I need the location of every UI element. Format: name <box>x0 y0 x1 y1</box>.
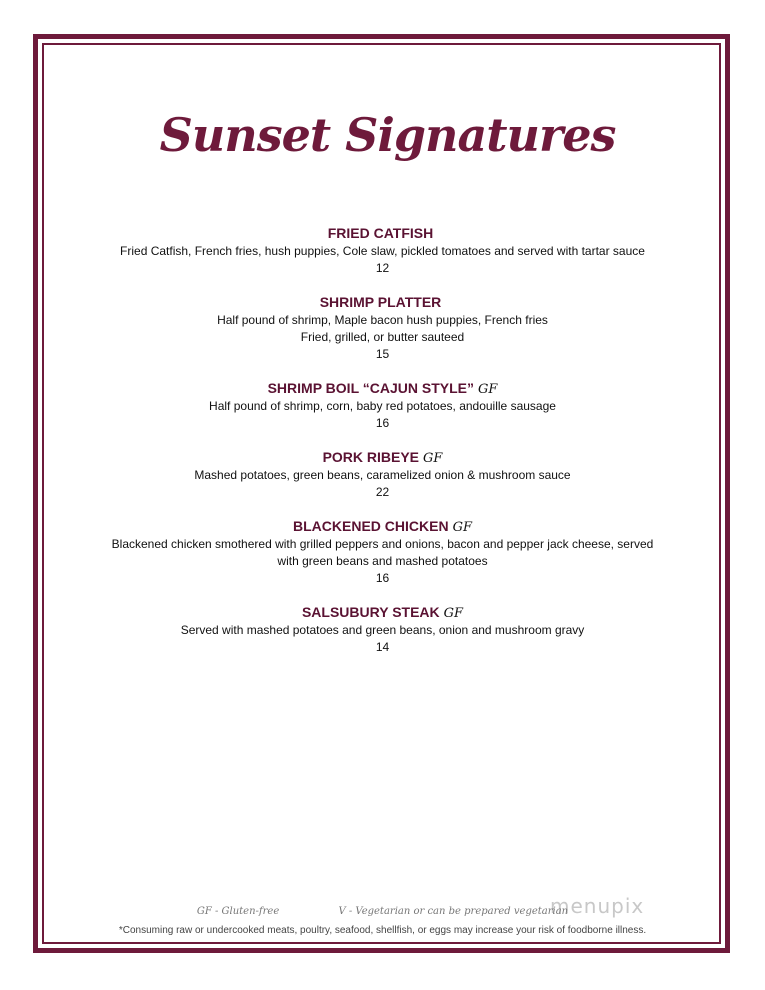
item-name: SHRIMP PLATTER <box>319 294 442 310</box>
item-price: 16 <box>375 571 390 585</box>
item-price: 22 <box>375 485 390 499</box>
gf-mark: GF <box>443 606 464 621</box>
item-price: 14 <box>375 640 390 654</box>
item-price: 12 <box>375 261 390 275</box>
item-name: FRIED CATFISH <box>327 225 434 241</box>
menu-item <box>80 224 685 277</box>
menu-item <box>80 448 685 501</box>
item-name: SALSUBURY STEAK <box>301 604 440 620</box>
gf-mark: GF <box>452 520 472 535</box>
watermark: menupix <box>550 894 645 918</box>
menu-item <box>80 517 685 587</box>
item-description: Half pound of shrimp, Maple bacon hush puppies, French fries <box>217 313 548 327</box>
gf-mark: GF <box>478 382 498 397</box>
item-description: Served with mashed potatoes and green beans, onion and mushroom gravy <box>180 623 585 637</box>
item-description-line2: with green beans and mashed potatoes <box>277 554 488 568</box>
item-description: Mashed potatoes, green beans, caramelized onion & mushroom sauce <box>194 468 571 482</box>
item-name: SHRIMP BOIL “CAJUN STYLE” <box>267 380 474 396</box>
legend-vegetarian: V - Vegetarian or can be prepared vegetarian <box>338 906 569 917</box>
item-description: Blackened chicken smothered with grilled peppers and onions, bacon and pepper jack cheese, served <box>111 537 654 551</box>
menu-item <box>80 293 685 363</box>
item-description: Fried Catfish, French fries, hush puppies, Cole slaw, pickled tomatoes and served with tartar sauce <box>120 244 645 258</box>
legend-gluten-free: GF - Gluten-free <box>196 906 280 917</box>
item-price: 16 <box>375 416 390 430</box>
item-name: BLACKENED CHICKEN <box>293 518 449 534</box>
menu-list <box>80 224 685 672</box>
item-name: PORK RIBEYE <box>322 449 420 465</box>
item-description-line2: Fried, grilled, or butter sauteed <box>300 330 465 344</box>
menu-item <box>80 603 685 656</box>
legend <box>0 906 765 917</box>
item-description: Half pound of shrimp, corn, baby red potatoes, andouille sausage <box>209 399 556 413</box>
gf-mark: GF <box>423 451 443 466</box>
menu-title: Sunset Signatures <box>159 108 616 162</box>
consumer-advisory: *Consuming raw or undercooked meats, poultry, seafood, shellfish, or eggs may increase your risk of foodborne illness. <box>118 925 647 936</box>
item-price: 15 <box>375 347 390 361</box>
menu-item <box>80 379 685 432</box>
